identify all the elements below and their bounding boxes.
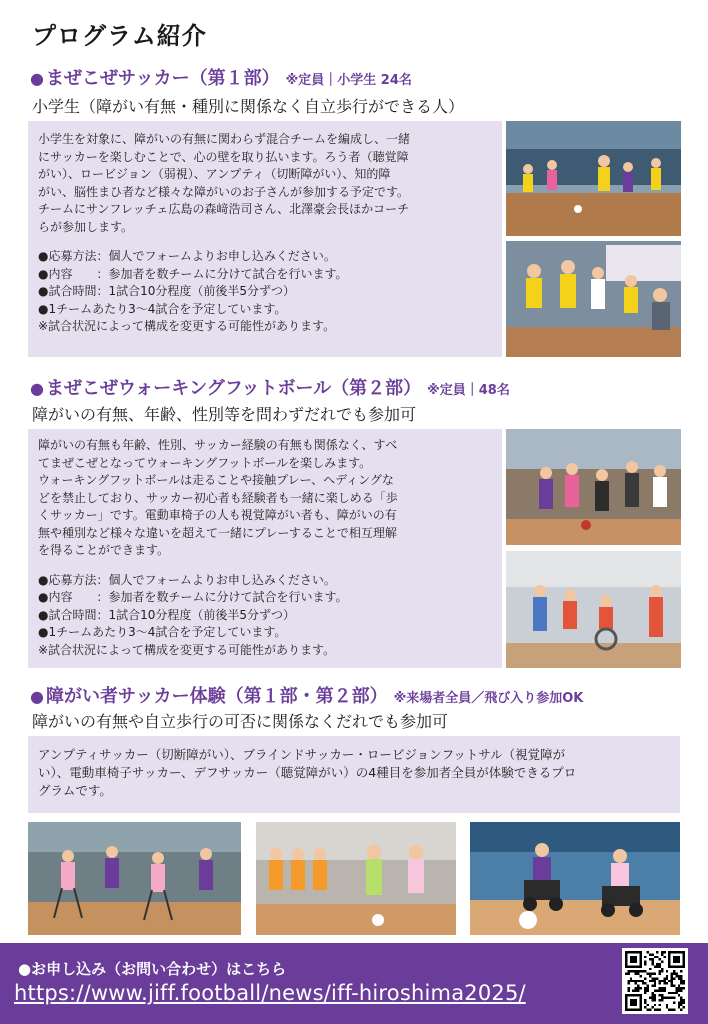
section2-capacity-note: ※定員｜48名 <box>427 383 510 398</box>
section2-detail: ●試合時間：1試合10分程度（前後半5分ずつ） <box>38 607 296 622</box>
section1-capacity-note: ※定員｜小学生 24名 <box>285 73 412 88</box>
section2-line: 無や種別など様々な違いを超えて一緒にプレーすることで相互理解 <box>38 525 397 540</box>
footer-banner <box>0 943 708 1024</box>
section1-detail: ●内容 ：参加者を数チームに分けて試合を行います。 <box>38 266 348 281</box>
section2-detail: ※試合状況によって構成を変更する可能性があります。 <box>38 642 336 657</box>
section3-title: 障がい者サッカー体験（第１部・第２部） <box>45 686 388 707</box>
section1-heading <box>30 64 412 90</box>
photo-mixed-soccer-match <box>506 121 681 236</box>
section1-detail: ●応募方法：個人でフォームよりお申し込みください。 <box>38 249 336 263</box>
section1-line: にサッカーを楽しむことで、心の壁を取り払います。ろう者（聴覚障 <box>38 149 409 164</box>
section2-line: どを禁止しており、サッカー初心者も経験者も一緒に楽しめる「歩 <box>38 490 398 505</box>
application-url-link[interactable]: https://www.jiff.football/news/iff-hiroshima2025/ <box>14 981 526 1005</box>
section2-subtitle: 障がいの有無、年齢、性別等を問わずだれでも参加可 <box>32 405 417 424</box>
qr-code-icon[interactable] <box>622 948 688 1014</box>
section2-title: まぜこぜウォーキングフットボール（第２部） <box>45 378 422 399</box>
section2-line: てまぜこぜとなってウォーキングフットボールを楽しみます。 <box>38 455 372 470</box>
section3-line: アンプティサッカー（切断障がい）、ブラインドサッカー・ロービジョンフットサル（視覚障が <box>38 747 566 762</box>
section2-bullet: ● <box>30 379 44 398</box>
section3-line: グラムです。 <box>38 783 112 798</box>
section1-line: がい、脳性まひ者など様々な障がいのお子さんが参加する予定です。 <box>38 184 410 199</box>
section2-detail: ●1チームあたり3～4試合を予定しています。 <box>38 625 287 639</box>
section1-detail: ●1チームあたり3～4試合を予定しています。 <box>38 301 287 316</box>
apply-contact-label: ●お申し込み（お問い合わせ）はこちら <box>18 960 287 978</box>
section1-bullet: ● <box>30 69 44 88</box>
photo-wheelchair-and-blind-players <box>506 551 681 668</box>
section1-line: 小学生を対象に、障がいの有無に関わらず混合チームを編成し、一緒 <box>38 132 411 146</box>
section1-line: チームにサンフレッチェ広島の森﨑浩司さん、北澤豪会長ほかコーチ <box>38 202 410 216</box>
section2-line: を得ることができます。 <box>38 543 170 557</box>
section3-heading <box>30 682 583 708</box>
section1-detail: ●試合時間：1試合10分程度（前後半5分ずつ） <box>38 284 296 298</box>
section2-detail: ●内容 ：参加者を数チームに分けて試合を行います。 <box>38 590 348 604</box>
photo-blind-soccer <box>256 822 456 935</box>
section2-detail: ●応募方法：個人でフォームよりお申し込みください。 <box>38 572 336 587</box>
section2-heading <box>30 374 510 400</box>
page-title: プログラム紹介 <box>32 22 207 50</box>
photo-walking-football <box>506 429 681 545</box>
section2-line: 障がいの有無も年齢、性別、サッカー経験の有無も関係なく、すべ <box>38 438 398 452</box>
section3-description <box>38 746 576 800</box>
photo-powerchair-football <box>470 822 680 935</box>
section3-subtitle: 障がいの有無や自立歩行の可否に関係なくだれでも参加可 <box>32 712 449 731</box>
section1-description <box>38 131 410 336</box>
section2-description <box>38 437 398 659</box>
section1-title: まぜこぜサッカー（第１部） <box>45 68 280 89</box>
section1-subtitle: 小学生（障がい有無・種別に関係なく自立歩行ができる人） <box>32 97 465 116</box>
section2-line: ウォーキングフットボールは走ることや接触プレー、ヘディングな <box>38 473 394 487</box>
photo-kids-cheering <box>506 241 681 357</box>
section3-line: い）、電動車椅子サッカー、デフサッカー（聴覚障がい）の4種目を参加者全員が体験できるプロ <box>38 765 577 780</box>
section3-participation-note: ※来場者全員／飛び入り参加OK <box>393 691 584 706</box>
photo-amputee-soccer <box>28 822 241 935</box>
section1-line: がい）、ロービジョン（弱視）、アンプティ（切断障がい）、知的障 <box>38 167 391 181</box>
section1-detail: ※試合状況によって構成を変更する可能性があります。 <box>38 319 336 333</box>
section2-line: くサッカー」です。電動車椅子の人も視覚障がい者も、障がいの有 <box>38 508 397 522</box>
section3-bullet: ● <box>30 687 44 706</box>
section1-line: らが参加します。 <box>38 219 134 234</box>
